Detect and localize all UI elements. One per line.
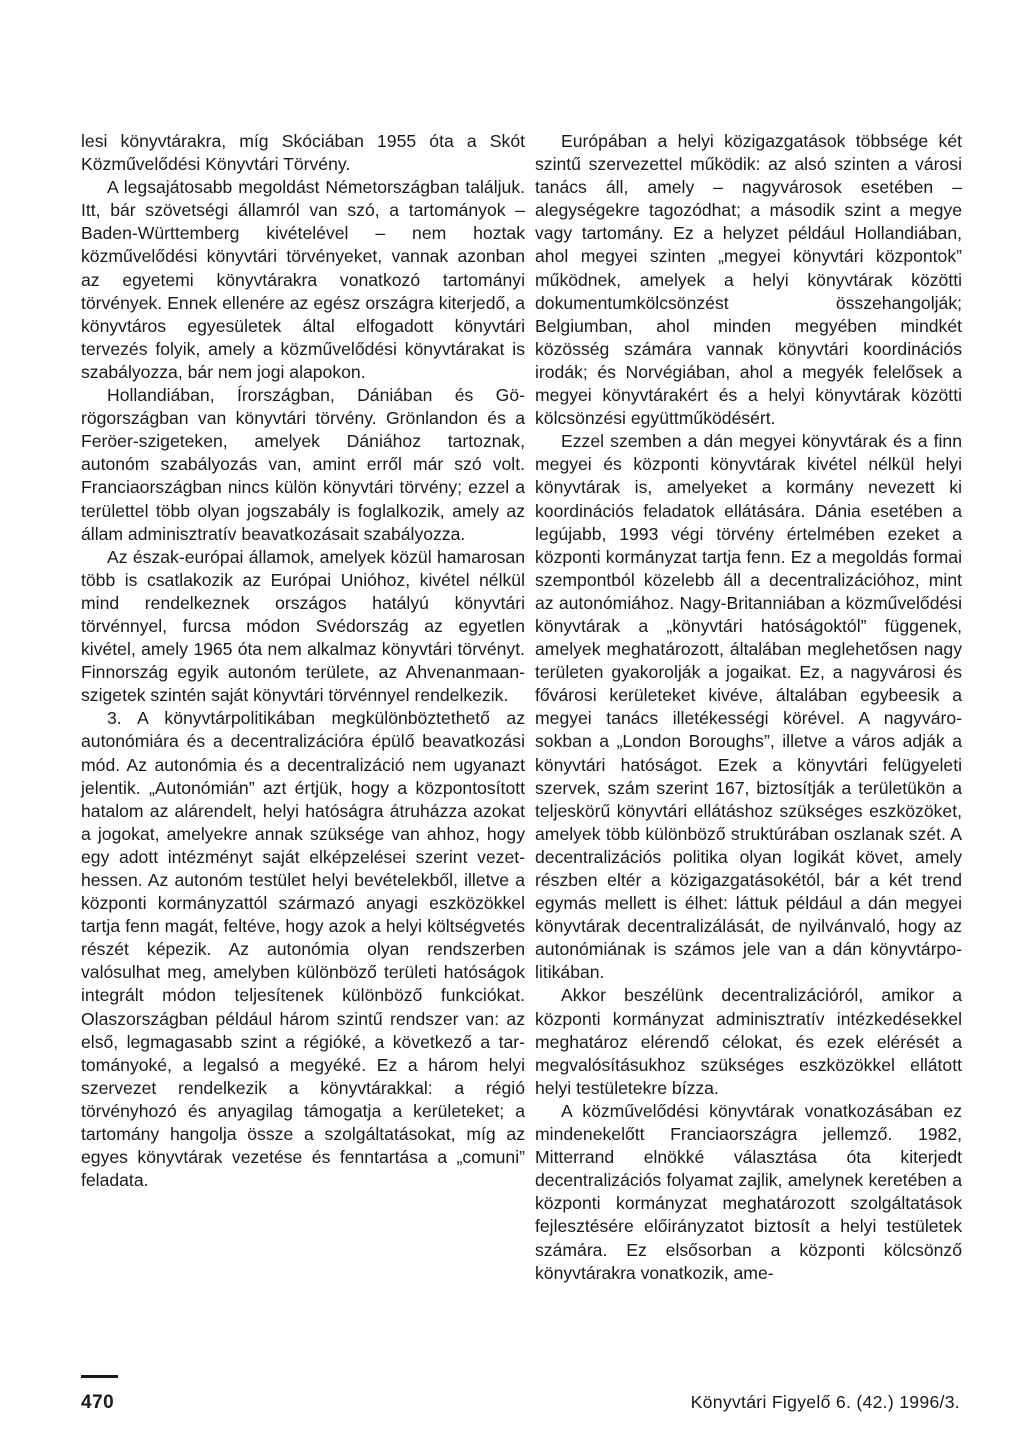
- paragraph: Hollandiában, Írországban, Dániában és Görögországban van könyvtári törvény. Grönlandon és a Feröer-szigeteken, amelyek Dániához tartoznak, autonóm szabályozás van, amint erről már szó volt. Franciaországban nincs külön könyvtári törvény; ezzel a területtel több olyan jogszabály is foglalkozik, amely az állam adminisztratív beavatkozásait szabályozza.: [81, 385, 525, 544]
- journal-reference: Könyvtári Figyelő 6. (42.) 1996/3.: [690, 1392, 960, 1412]
- right-text-column: [535, 130, 962, 1285]
- left-text-column: [81, 130, 525, 1192]
- paragraph: Ezzel szemben a dán megyei könyvtárak és a finn megyei és központi könyvtárak kivétel nélkül helyi könyvtárak is, amelyeket a kormány nevezett ki koordinációs feladatok ellátására. Dánia esetében a legújabb, 1993 végi törvény értelmében ezeket a központi kormányzat tartja fenn. Ez a megoldás formai szempontból közelebb áll a decentralizációhoz, mint az autonómiához. Nagy-Britanniában a közművelődési könyvtárak a „könyvtári hatóságoktól” függenek, amelyek meghatározott, általában meglehetősen nagy területen gyakorolják a jogaikat. Ez, a nagyvárosi és fővárosi kerületeket kivéve, általában egybeesik a megyei tanács illetékességi körével. A nagyvárosokban a „London Boroughs”, illetve a város adják a könyvtári hatóságot. Ezek a könyvtári felügyeleti szervek, szám szerint 167, biztosítják a területükön a teljeskörű könyvtári ellátáshoz szükséges eszközöket, amelyek több különböző struktúrában oszlanak szét. A decentralizációs politika olyan logikát követ, amely részben eltér a közigazgatásokétól, bár a két trend egymás mellett is élhet: láttuk például a dán megyei könyvtárak decentralizálását, de nyilvánvaló, hogy az autonómiának is számos jele van a dán könyvtárpolitikában.: [535, 431, 962, 983]
- page-number: 470: [81, 1392, 115, 1413]
- paragraph: Az észak-európai államok, amelyek közül hamarosan több is csatlakozik az Európai Unióhoz, kivétel nélkül mind rendelkeznek országos hatályú könyvtári törvénnyel, furcsa módon Svédország az egyetlen kivétel, amely 1965 óta nem alkalmaz könyvtári törvényt. Finnország egyik autonóm területe, az Ahvenanmaan-szigetek szintén saját könyvtári törvénnyel rendelkezik.: [81, 546, 525, 706]
- paragraph: A közművelődési könyvtárak vonatkozásában ez mindenekelőtt Franciaországra jellemző. 1982, Mitterrand elnökké választása óta kiterjedt decentralizációs folyamat zajlik, amelynek keretében a központi kormányzat meghatározott szolgáltatások fejlesztésére előirányzatot biztosít a helyi testületek számára. Ez elsősorban a központi kölcsönző könyvtárakra vonatkozik, ame-: [535, 1100, 962, 1283]
- footer-rule: [81, 1375, 118, 1378]
- paragraph: A legsajátosabb megoldást Németországban találjuk. Itt, bár szövetségi államról van szó, a tartományok – Baden-Württemberg kivételével – nem hoztak közművelődési könyvtári törvényeket, vannak azonban az egyetemi könyvtárakra vonatkozó tartományi törvények. Ennek ellenére az egész országra kiterjedő, a könyvtáros egyesületek által elfogadott könyvtári tervezés folyik, amely a közművelődési könyvtárakat is szabályozza, bár nem jogi alapokon.: [81, 177, 525, 382]
- paragraph: 3. A könyvtárpolitikában megkülönböztethető az autonómiára és a decentralizációra épülő beavatkozási mód. Az autonómia és a decentralizáció nem ugyanazt jelentik. „Autonómián” azt értjük, hogy a központosított hatalom az alárendelt, helyi hatóságra átruházza azokat a jogokat, amelyekre annak szüksége van ahhoz, hogy egy adott intézményt saját elképzelései szerint vezethessen. Az autonóm testület helyi bevételekből, illetve a központi kormányzattól származó anyagi eszközökkel tartja fenn magát, feltéve, hogy azok a helyi költségvetés részét képezik. Az autonómia olyan rendszerben valósulhat meg, amelyben különböző területi hatóságok integrált módon teljesítenek különböző funkciókat. Olaszországban például három szintű rendszer van: az első, legmagasabb szint a régióké, a következő a tartományoké, a legalsó a megyéké. Ez a három helyi szervezet rendelkezik a könyvtárakkal: a régió törvényhozó és anyagilag támogatja a kerületeket; a tartomány hangolja össze a szolgáltatásokat, míg az egyes könyvtárak vezetése és fenntartása a „comuni” feladata.: [81, 708, 525, 1191]
- paragraph: Akkor beszélünk decentralizációról, amikor a központi kormányzat adminisztratív intézkedésekkel meghatároz elérendő célokat, és ezek elérését a megvalósításukhoz szükséges eszközökkel ellátott helyi testületekre bízza.: [535, 985, 962, 1098]
- paragraph: lesi könyvtárakra, míg Skóciában 1955 óta a Skót Közművelődési Könyvtári Törvény.: [81, 131, 525, 175]
- paragraph: Európában a helyi közigazgatások többsége két szintű szervezettel működik: az alsó szinten a városi tanács áll, amely – nagyvárosok esetében – alegységekre tagozódhat; a második szint a megye vagy tartomány. Ez a helyzet például Hollandiában, ahol megyei szinten „megyei könyvtári központok” működnek, amelyek a helyi könyvtárak közötti dokumentumkölcsönzést összehangolják; Belgiumban, ahol minden megyében mindkét közösség számára vannak könyvtári koordinációs irodák; és Norvégiában, ahol a megyék felelősek a megyei könyvtárakért és a helyi könyvtárak közötti kölcsönzési együttműködésért.: [535, 131, 962, 429]
